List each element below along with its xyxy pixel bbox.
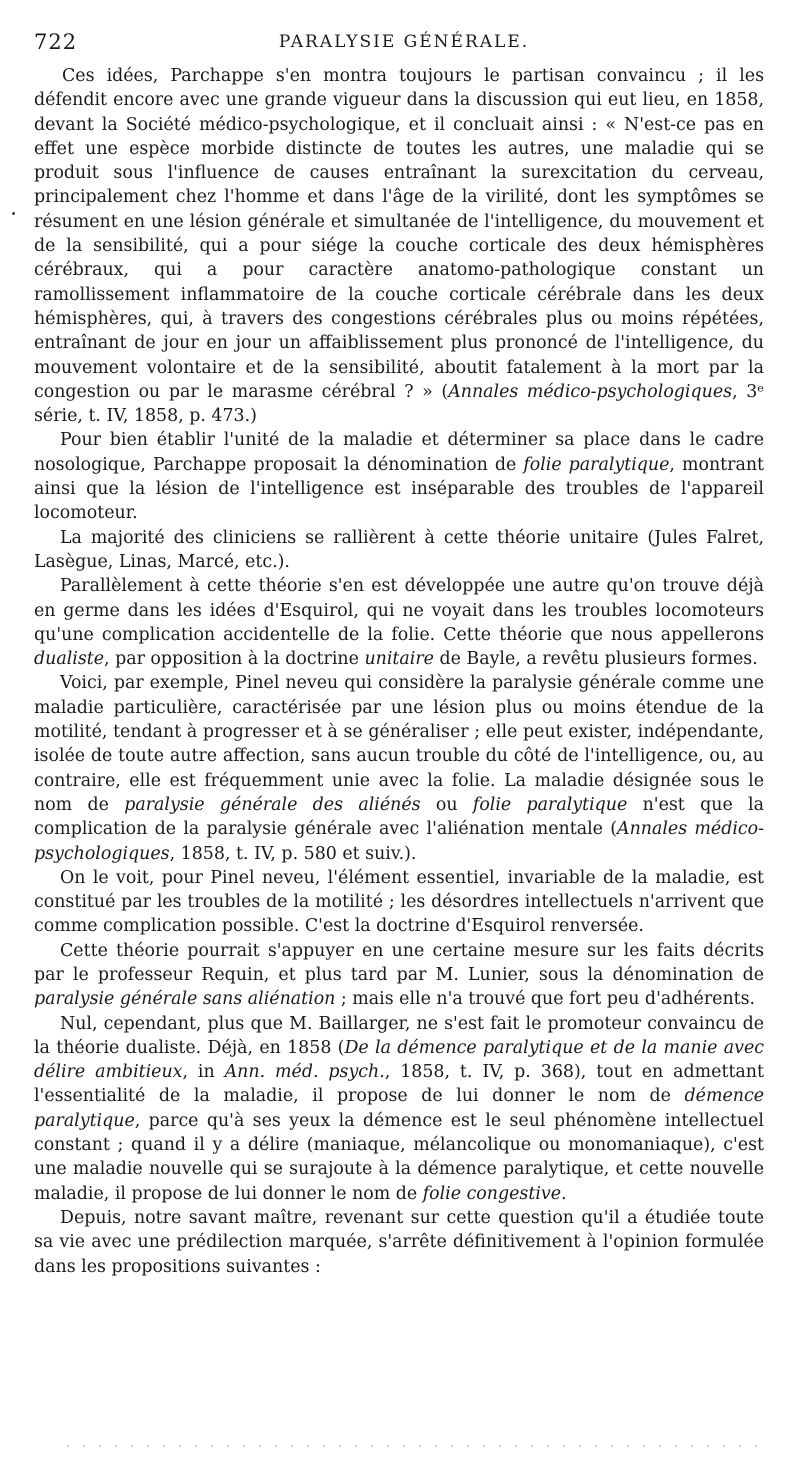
text-run: , in bbox=[182, 1062, 225, 1083]
paragraph bbox=[34, 939, 764, 1012]
text-run: ; mais elle n'a trouvé que fort peu d'adhérents. bbox=[335, 989, 756, 1010]
text-run: n'est que la complication de la paralysie générale avec l'aliénation mentale ( bbox=[34, 794, 764, 840]
text-run: Depuis, notre savant maître, revenant sur cette question qu'il a étudiée toute sa vie avec une prédilection marquée, s'arrête définitivement à l'opinion formulée dans les propositions suivantes : bbox=[34, 1207, 764, 1277]
margin-mark bbox=[12, 212, 15, 215]
text-run: Nul, cependant, plus que M. Baillarger, ne s'est fait le promoteur convaincu de la théorie dualiste. Déjà, en 1858 ( bbox=[34, 1013, 764, 1058]
italic-text: paralysie générale des aliénés bbox=[124, 794, 421, 815]
italic-text: Annales médico-psychologiques bbox=[448, 381, 733, 402]
bottom-scan-noise bbox=[60, 1444, 760, 1448]
italic-text: unitaire bbox=[364, 649, 434, 670]
text-run: ou bbox=[420, 794, 473, 815]
text-run: de Bayle, a revêtu plusieurs formes. bbox=[433, 649, 758, 670]
text-run: , par opposition à la doctrine bbox=[104, 649, 365, 670]
page-number: 722 bbox=[34, 30, 78, 54]
text-run: La majorité des cliniciens se rallièrent à cette théorie unitaire (Jules Falret, Lasègue, Linas, Marcé, etc.). bbox=[34, 527, 764, 572]
text-run: , parce qu'à ses yeux la démence est le seul phénomène intellectuel constant ; quand il y a délire (maniaque, mélancolique ou monomaniaque), c'est une maladie nouvelle qui se surajoute à la démence paralytique, et cette nouvelle maladie, il propose de lui donner le nom de bbox=[34, 1110, 764, 1204]
text-run: Cette théorie pourrait s'appuyer en une certaine mesure sur les faits décrits par le professeur Requin, et plus tard par M. Lunier, sous la dénomination de bbox=[34, 940, 764, 985]
italic-text: dualiste bbox=[34, 649, 105, 670]
text-run: , montrant ainsi que la lésion de l'intelligence est inséparable des troubles de l'appareil locomoteur. bbox=[34, 454, 765, 524]
text-run: , 1858, t. IV, p. 368), tout en admettant l'essentialité de la maladie, il propose de lui donner le nom de bbox=[34, 1062, 764, 1107]
text-run: Voici, par exemple, Pinel neveu qui considère la paralysie générale comme une maladie particulière, caractérisée par une lésion plus ou moins étendue de la motilité, tendant à progresser et à se généraliser ; elle peut exister, indépendante, isolée de toute autre affection, sans aucun trouble du côté de l'intelligence, ou, au contraire, elle est fréquemment unie avec la folie. La maladie désignée sous le nom de bbox=[34, 673, 764, 815]
paragraph bbox=[34, 574, 764, 671]
text-run: . bbox=[561, 1183, 567, 1204]
paragraph bbox=[34, 866, 764, 939]
body-text bbox=[34, 64, 764, 1279]
text-run: , 3ᵉ série, t. IV, 1858, p. 473.) bbox=[34, 381, 764, 427]
text-run: On le voit, pour Pinel neveu, l'élément essentiel, invariable de la maladie, est constitué par les troubles de la motilité ; les désordres intellectuels n'arrivent que comme complication possible. C'est la doctrine d'Esquirol renversée. bbox=[34, 867, 764, 937]
paragraph bbox=[34, 428, 764, 525]
italic-text: Annales médico-psychologiques bbox=[34, 819, 764, 864]
italic-text: folie paralytique bbox=[472, 794, 628, 815]
text-run: Ces idées, Parchappe s'en montra toujours le partisan convaincu ; il les défendit encore avec une grande vigueur dans la discussion qui eut lieu, en 1858, devant la Société médico-psychologique, et il concluait ainsi : « N'est-ce pas en effet une espèce morbide distincte de toutes les autres, une maladie qui se produit sous l'influence de causes entraînant la surexcitation du cerveau, principalement chez l'homme et dans l'âge de la virilité, dont les symptômes se résument en une lésion générale et simultanée de l'intelligence, du mouvement et de la sensibilité, qui a pour siége la couche corticale des deux hémisphères cérébraux, qui a pour caractère anatomo-pathologique constant un ramollissement inflammatoire de la couche corticale cérébrale dans les deux hémisphères, qui, à travers des congestions cérébrales plus ou moins répétées, entraînant de jour en jour un affaiblissement plus prononcé de l'intelligence, du mouvement volontaire et de la sensibilité, aboutit fatalement à la mort par la congestion ou par le marasme cérébral ? » ( bbox=[34, 66, 764, 402]
italic-text: folie paralytique bbox=[523, 454, 670, 475]
paragraph bbox=[34, 671, 764, 865]
running-title: PARALYSIE GÉNÉRALE. bbox=[278, 32, 530, 52]
italic-text: De la démence paralytique et de la manie avec délire ambitieux bbox=[34, 1037, 764, 1083]
text-run: Pour bien établir l'unité de la maladie et déterminer sa place dans le cadre nosologique, Parchappe proposait la dénomination de bbox=[34, 430, 764, 475]
paragraph bbox=[34, 1206, 764, 1279]
text-run: , 1858, t. IV, p. 580 et suiv.). bbox=[169, 843, 417, 864]
italic-text: Ann. méd. psych. bbox=[224, 1062, 385, 1083]
paragraph bbox=[34, 64, 764, 428]
paragraph bbox=[34, 1012, 764, 1206]
italic-text: démence paralytique bbox=[34, 1086, 764, 1131]
running-head bbox=[34, 30, 774, 56]
paragraph bbox=[34, 526, 764, 575]
italic-text: paralysie générale sans aliénation bbox=[34, 989, 336, 1010]
text-run: Parallèlement à cette théorie s'en est développée une autre qu'on trouve déjà en germe dans les idées d'Esquirol, qui ne voyait dans les troubles locomoteurs qu'une complication accidentelle de la folie. Cette théorie que nous appellerons bbox=[34, 576, 764, 645]
italic-text: folie congestive bbox=[422, 1183, 561, 1204]
